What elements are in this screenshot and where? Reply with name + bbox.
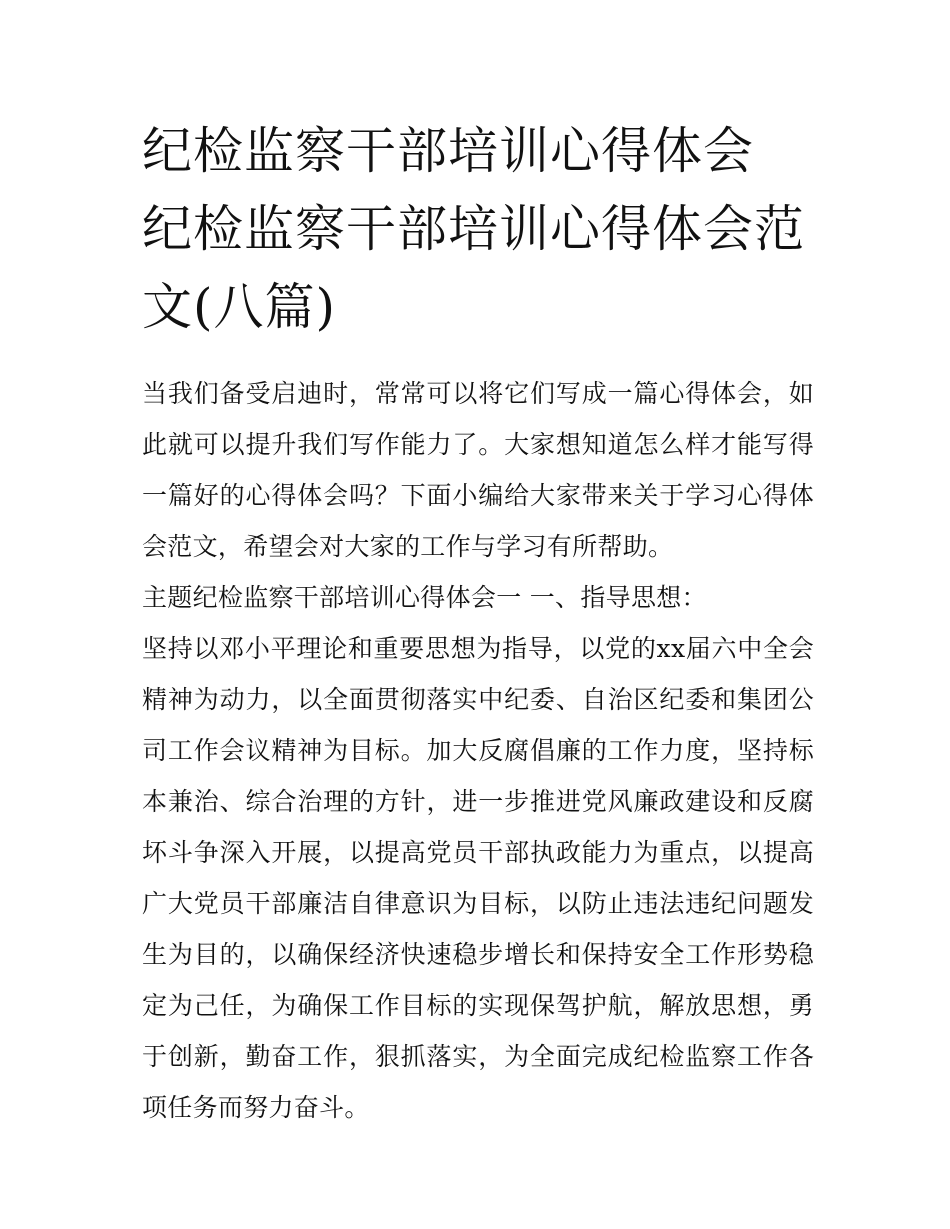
section-heading: 主题纪检监察干部培训心得体会一 一、指导思想： <box>142 583 707 612</box>
document-title: 纪检监察干部培训心得体会 纪检监察干部培训心得体会范文(八篇) <box>142 122 805 336</box>
body-paragraph: 坚持以邓小平理论和重要思想为指导，以党的xx届六中全会精神为动力，以全面贯彻落实中纪委、自治区纪委和集团公司工作会议精神为目标。加大反腐倡廉的工作力度，坚持标本兼治、综合治理的方针，进一步推进党风廉政建设和反腐坏斗争深入开展，以提高党员干部执政能力为重点，以提高广大党员干部廉洁自律意识为目标，以防止违法违纪问题发生为目的，以确保经济快速稳步增长和保持安全工作形势稳定为己任，为确保工作目标的实现保驾护航，解放思想，勇于创新，勤奋工作，狠抓落实，为全面完成纪检监察工作各项任务而努力奋斗。 <box>142 634 814 1122</box>
document-content <box>142 112 814 1133</box>
intro-paragraph: 当我们备受启迪时，常常可以将它们写成一篇心得体会，如此就可以提升我们写作能力了。大家想知道怎么样才能写得一篇好的心得体会吗？下面小编给大家带来关于学习心得体会范文，希望会对大家的工作与学习有所帮助。 <box>142 379 814 561</box>
